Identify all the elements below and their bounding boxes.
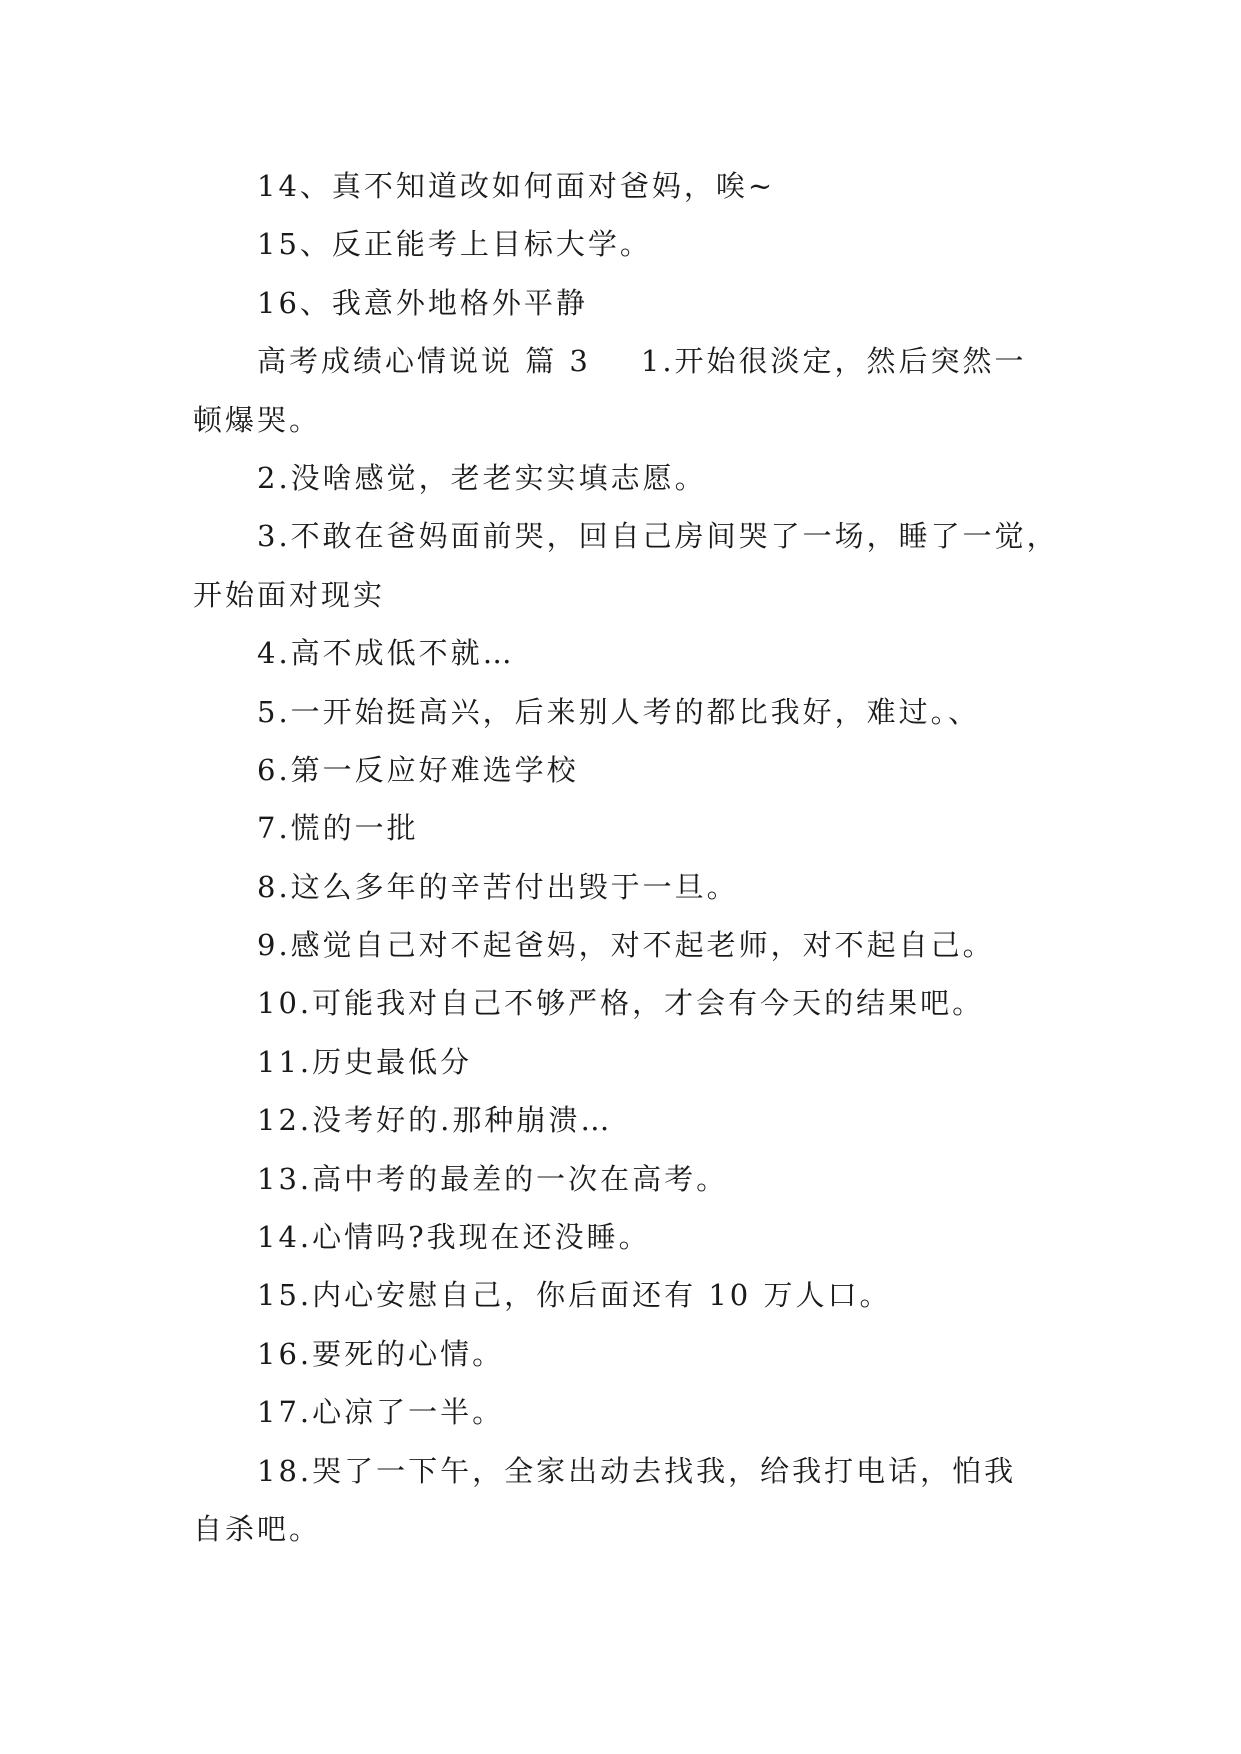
list-item: 17.心凉了一半。 (257, 1395, 505, 1430)
list-item: 9.感觉自己对不起爸妈，对不起老师，对不起自己。 (257, 928, 995, 963)
list-item: 10.可能我对自己不够严格，才会有今天的结果吧。 (257, 986, 985, 1021)
list-item: 5.一开始挺高兴，后来别人考的都比我好，难过。、 (257, 694, 981, 729)
list-item: 13.高中考的最差的一次在高考。 (257, 1161, 729, 1196)
list-item: 14.心情吗?我现在还没睡。 (257, 1220, 651, 1255)
list-item: 2.没啥感觉，老老实实填志愿。 (257, 460, 707, 495)
list-item-continuation: 开始面对现实 (193, 577, 386, 612)
document-body (193, 157, 1059, 1558)
list-item: 14、真不知道改如何面对爸妈，唉~ (257, 169, 776, 203)
list-item: 6.第一反应好难选学校 (257, 752, 579, 787)
list-item: 11.历史最低分 (257, 1044, 473, 1079)
list-item: 4.高不成低不就… (257, 636, 515, 671)
list-item-continuation: 顿爆哭。 (193, 402, 322, 437)
section-heading-line (193, 332, 1053, 390)
list-item: 12.没考好的.那种崩溃… (257, 1103, 613, 1138)
list-item: 16.要死的心情。 (257, 1336, 505, 1371)
list-item: 16、我意外地格外平静 (257, 285, 588, 320)
list-item-text: 1.开始很淡定，然后突然一 (640, 344, 1027, 379)
list-item: 15、反正能考上目标大学。 (257, 227, 652, 262)
list-item: 3.不敢在爸妈面前哭，回自己房间哭了一场，睡了一觉， (257, 519, 1059, 554)
list-item: 15.内心安慰自己，你后面还有 10 万人口。 (257, 1278, 892, 1313)
section-title: 高考成绩心情说说 篇 3 (257, 344, 591, 379)
list-item-continuation: 自杀吧。 (193, 1511, 322, 1546)
list-item: 8.这么多年的辛苦付出毁于一旦。 (257, 869, 739, 904)
list-item: 18.哭了一下午，全家出动去找我，给我打电话，怕我 (257, 1453, 1017, 1488)
list-item: 7.慌的一批 (257, 811, 419, 846)
